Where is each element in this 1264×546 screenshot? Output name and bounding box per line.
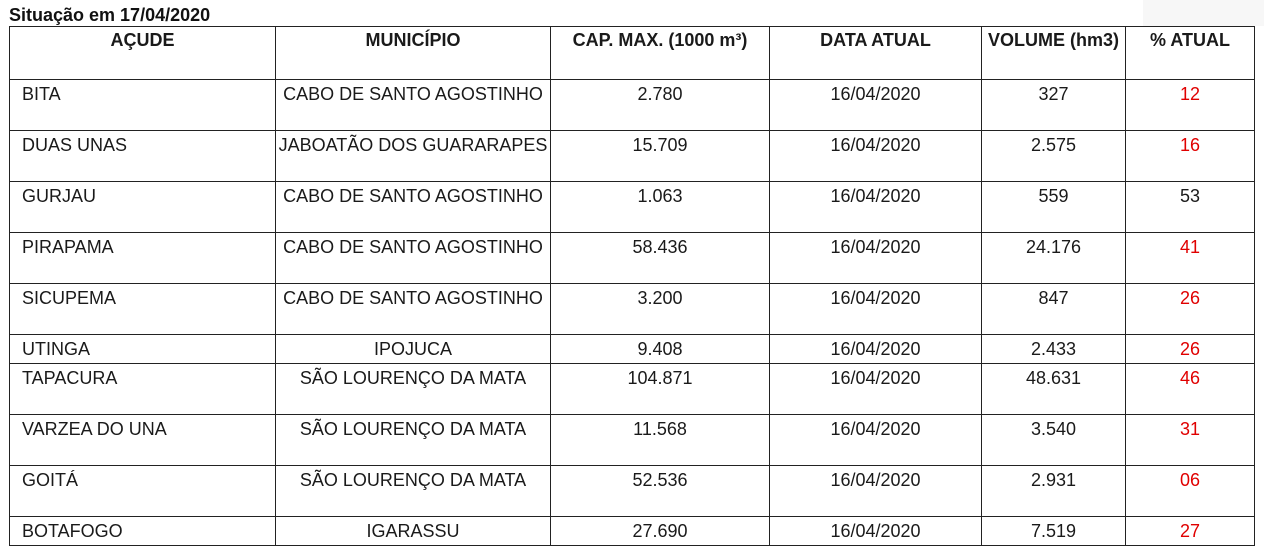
cell-pct-atual: 31 xyxy=(1126,415,1255,466)
cell-acude: GURJAU xyxy=(10,182,276,233)
cell-pct-atual: 27 xyxy=(1126,517,1255,546)
cell-data-atual: 16/04/2020 xyxy=(770,182,982,233)
header-pct-atual: % ATUAL xyxy=(1126,27,1255,80)
cell-pct-atual: 06 xyxy=(1126,466,1255,517)
cell-municipio: SÃO LOURENÇO DA MATA xyxy=(276,364,551,415)
table-row xyxy=(10,364,1255,415)
cell-acude: PIRAPAMA xyxy=(10,233,276,284)
header-background-strip xyxy=(1143,0,1264,26)
cell-acude: TAPACURA xyxy=(10,364,276,415)
cell-pct-atual: 16 xyxy=(1126,131,1255,182)
cell-cap-max: 9.408 xyxy=(551,335,770,364)
reservoir-table xyxy=(9,26,1255,546)
cell-volume: 24.176 xyxy=(982,233,1126,284)
table-row xyxy=(10,80,1255,131)
cell-cap-max: 58.436 xyxy=(551,233,770,284)
cell-pct-atual: 26 xyxy=(1126,284,1255,335)
cell-volume: 2.931 xyxy=(982,466,1126,517)
cell-volume: 2.575 xyxy=(982,131,1126,182)
cell-volume: 847 xyxy=(982,284,1126,335)
cell-cap-max: 15.709 xyxy=(551,131,770,182)
cell-municipio: IPOJUCA xyxy=(276,335,551,364)
cell-pct-atual: 12 xyxy=(1126,80,1255,131)
cell-volume: 3.540 xyxy=(982,415,1126,466)
cell-cap-max: 3.200 xyxy=(551,284,770,335)
table-row xyxy=(10,415,1255,466)
header-municipio: MUNICÍPIO xyxy=(276,27,551,80)
cell-acude: DUAS UNAS xyxy=(10,131,276,182)
cell-data-atual: 16/04/2020 xyxy=(770,80,982,131)
cell-data-atual: 16/04/2020 xyxy=(770,466,982,517)
cell-municipio: IGARASSU xyxy=(276,517,551,546)
cell-data-atual: 16/04/2020 xyxy=(770,364,982,415)
cell-cap-max: 104.871 xyxy=(551,364,770,415)
cell-data-atual: 16/04/2020 xyxy=(770,284,982,335)
cell-volume: 327 xyxy=(982,80,1126,131)
cell-municipio: JABOATÃO DOS GUARARAPES xyxy=(276,131,551,182)
table-row xyxy=(10,284,1255,335)
header-cap-max: CAP. MAX. (1000 m³) xyxy=(551,27,770,80)
cell-municipio: CABO DE SANTO AGOSTINHO xyxy=(276,284,551,335)
table-row xyxy=(10,233,1255,284)
cell-pct-atual: 26 xyxy=(1126,335,1255,364)
cell-cap-max: 2.780 xyxy=(551,80,770,131)
cell-acude: BITA xyxy=(10,80,276,131)
cell-municipio: SÃO LOURENÇO DA MATA xyxy=(276,415,551,466)
cell-municipio: CABO DE SANTO AGOSTINHO xyxy=(276,233,551,284)
cell-municipio: SÃO LOURENÇO DA MATA xyxy=(276,466,551,517)
table-header-row xyxy=(10,27,1255,80)
cell-pct-atual: 41 xyxy=(1126,233,1255,284)
table-row xyxy=(10,131,1255,182)
cell-acude: BOTAFOGO xyxy=(10,517,276,546)
header-acude: AÇUDE xyxy=(10,27,276,80)
header-data-atual: DATA ATUAL xyxy=(770,27,982,80)
cell-acude: UTINGA xyxy=(10,335,276,364)
cell-volume: 7.519 xyxy=(982,517,1126,546)
cell-cap-max: 1.063 xyxy=(551,182,770,233)
cell-volume: 48.631 xyxy=(982,364,1126,415)
cell-pct-atual: 53 xyxy=(1126,182,1255,233)
cell-acude: VARZEA DO UNA xyxy=(10,415,276,466)
cell-volume: 2.433 xyxy=(982,335,1126,364)
page-title: Situação em 17/04/2020 xyxy=(9,5,211,25)
cell-municipio: CABO DE SANTO AGOSTINHO xyxy=(276,80,551,131)
cell-volume: 559 xyxy=(982,182,1126,233)
table-row xyxy=(10,182,1255,233)
cell-data-atual: 16/04/2020 xyxy=(770,233,982,284)
table-row xyxy=(10,517,1255,546)
cell-pct-atual: 46 xyxy=(1126,364,1255,415)
cell-cap-max: 11.568 xyxy=(551,415,770,466)
header-volume: VOLUME (hm3) xyxy=(982,27,1126,80)
table-row xyxy=(10,466,1255,517)
cell-data-atual: 16/04/2020 xyxy=(770,335,982,364)
cell-acude: GOITÁ xyxy=(10,466,276,517)
cell-cap-max: 52.536 xyxy=(551,466,770,517)
cell-acude: SICUPEMA xyxy=(10,284,276,335)
cell-data-atual: 16/04/2020 xyxy=(770,415,982,466)
cell-municipio: CABO DE SANTO AGOSTINHO xyxy=(276,182,551,233)
cell-cap-max: 27.690 xyxy=(551,517,770,546)
table-row xyxy=(10,335,1255,364)
cell-data-atual: 16/04/2020 xyxy=(770,131,982,182)
cell-data-atual: 16/04/2020 xyxy=(770,517,982,546)
